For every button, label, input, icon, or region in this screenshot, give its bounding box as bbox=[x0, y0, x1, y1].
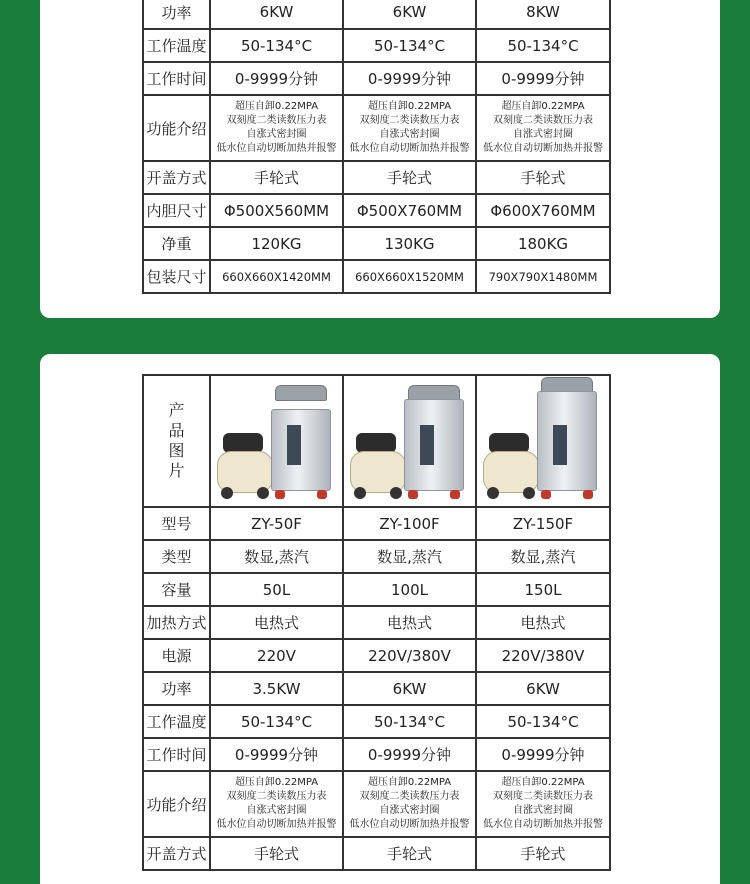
table-row bbox=[143, 705, 610, 738]
row-label: 工作时间 bbox=[143, 62, 210, 95]
table-cell: 0-9999分钟 bbox=[476, 738, 610, 771]
table-row bbox=[143, 672, 610, 705]
table-cell: 电热式 bbox=[343, 606, 476, 639]
table-row bbox=[143, 507, 610, 540]
row-label: 电源 bbox=[143, 639, 210, 672]
table-cell: 50-134°C bbox=[210, 29, 343, 62]
row-label: 工作温度 bbox=[143, 29, 210, 62]
table-cell: 6KW bbox=[210, 0, 343, 29]
wheel-icon bbox=[390, 487, 402, 499]
feature-line: 自涨式密封圈 bbox=[379, 805, 440, 816]
table-cell: ZY-150F bbox=[476, 507, 610, 540]
feature-cell bbox=[476, 771, 610, 837]
table-cell: 手轮式 bbox=[343, 161, 476, 194]
row-label: 工作温度 bbox=[143, 705, 210, 738]
feature-line: 超压自卸0.22MPA bbox=[234, 101, 319, 112]
table-cell: 3.5KW bbox=[210, 672, 343, 705]
feature-line: 低水位自动切断加热并报警 bbox=[483, 819, 603, 830]
table-cell: 6KW bbox=[343, 0, 476, 29]
feature-line: 双刻度二类读数压力表 bbox=[493, 115, 593, 126]
table-cell: 220V bbox=[210, 639, 343, 672]
compressor-motor bbox=[223, 433, 263, 453]
table-cell: 数显,蒸汽 bbox=[476, 540, 610, 573]
wheel-icon bbox=[221, 487, 233, 499]
control-panel bbox=[287, 425, 301, 465]
table-cell: 50-134°C bbox=[476, 29, 610, 62]
wheel-icon bbox=[257, 487, 269, 499]
feature-line: 自涨式密封圈 bbox=[513, 805, 573, 816]
feature-line: 超压自卸0.22MPA bbox=[501, 101, 585, 112]
table-row bbox=[143, 260, 610, 293]
spec-card-top bbox=[40, 0, 720, 318]
table-cell: 手轮式 bbox=[476, 161, 610, 194]
table-cell: 6KW bbox=[476, 672, 610, 705]
table-cell: Φ600X760MM bbox=[476, 194, 610, 227]
feature-line: 双刻度二类读数压力表 bbox=[359, 791, 460, 802]
wheel-icon bbox=[487, 487, 499, 499]
table-cell: 手轮式 bbox=[210, 837, 343, 870]
row-label: 类型 bbox=[143, 540, 210, 573]
table-row bbox=[143, 573, 610, 606]
table-row bbox=[143, 161, 610, 194]
compressor-motor bbox=[489, 433, 529, 453]
row-label: 功率 bbox=[143, 0, 210, 29]
product-image-row bbox=[143, 375, 610, 507]
table-cell: 手轮式 bbox=[210, 161, 343, 194]
table-row bbox=[143, 738, 610, 771]
product-photo bbox=[213, 377, 341, 505]
caster-icon bbox=[541, 490, 551, 499]
table-row bbox=[143, 606, 610, 639]
feature-line: 自涨式密封圈 bbox=[246, 805, 307, 816]
table-cell: 150L bbox=[476, 573, 610, 606]
table-cell: 0-9999分钟 bbox=[476, 62, 610, 95]
feature-cell bbox=[210, 95, 343, 161]
wheel-icon bbox=[354, 487, 366, 499]
table-cell: 180KG bbox=[476, 227, 610, 260]
spec-table-top bbox=[142, 0, 611, 294]
row-label: 内胆尺寸 bbox=[143, 194, 210, 227]
feature-line: 低水位自动切断加热并报警 bbox=[216, 819, 337, 830]
table-cell: Φ500X560MM bbox=[210, 194, 343, 227]
table-cell: 8KW bbox=[476, 0, 610, 29]
product-photo-cell bbox=[476, 375, 610, 507]
label-char: 片 bbox=[168, 461, 185, 480]
row-label: 功能介绍 bbox=[143, 771, 210, 837]
table-row bbox=[143, 62, 610, 95]
table-cell: 50-134°C bbox=[343, 705, 476, 738]
feature-cell bbox=[343, 95, 476, 161]
feature-line: 低水位自动切断加热并报警 bbox=[349, 819, 470, 830]
feature-line: 低水位自动切断加热并报警 bbox=[349, 143, 470, 154]
product-photo bbox=[346, 377, 474, 505]
autoclave-body bbox=[271, 409, 331, 491]
feature-line: 超压自卸0.22MPA bbox=[234, 777, 319, 788]
table-row bbox=[143, 0, 610, 29]
table-cell: 660X660X1420MM bbox=[210, 260, 343, 293]
spec-table-bottom bbox=[142, 374, 611, 871]
table-row bbox=[143, 540, 610, 573]
wheel-icon bbox=[523, 487, 535, 499]
table-cell: 100L bbox=[343, 573, 476, 606]
control-panel bbox=[420, 425, 434, 465]
feature-cell bbox=[210, 771, 343, 837]
table-cell: 130KG bbox=[343, 227, 476, 260]
table-cell: 220V/380V bbox=[476, 639, 610, 672]
table-row bbox=[143, 639, 610, 672]
feature-line: 自涨式密封圈 bbox=[379, 129, 440, 140]
table-cell: 数显,蒸汽 bbox=[343, 540, 476, 573]
caster-icon bbox=[275, 490, 285, 499]
row-label: 包装尺寸 bbox=[143, 260, 210, 293]
autoclave-body bbox=[537, 391, 597, 491]
table-cell: ZY-100F bbox=[343, 507, 476, 540]
table-cell: 0-9999分钟 bbox=[210, 738, 343, 771]
feature-line: 超压自卸0.22MPA bbox=[367, 777, 452, 788]
row-label: 型号 bbox=[143, 507, 210, 540]
row-label: 工作时间 bbox=[143, 738, 210, 771]
row-label: 加热方式 bbox=[143, 606, 210, 639]
table-cell: Φ500X760MM bbox=[343, 194, 476, 227]
feature-line: 超压自卸0.22MPA bbox=[367, 101, 452, 112]
table-cell: 手轮式 bbox=[476, 837, 610, 870]
table-cell: 6KW bbox=[343, 672, 476, 705]
table-cell: 50-134°C bbox=[343, 29, 476, 62]
product-photo-cell bbox=[343, 375, 476, 507]
feature-line: 低水位自动切断加热并报警 bbox=[483, 143, 603, 154]
row-label: 功率 bbox=[143, 672, 210, 705]
table-cell: 790X790X1480MM bbox=[476, 260, 610, 293]
feature-cell bbox=[343, 771, 476, 837]
table-cell: 0-9999分钟 bbox=[210, 62, 343, 95]
table-cell: ZY-50F bbox=[210, 507, 343, 540]
table-row bbox=[143, 227, 610, 260]
caster-icon bbox=[317, 490, 327, 499]
row-label: 开盖方式 bbox=[143, 837, 210, 870]
product-image-label bbox=[143, 375, 210, 507]
label-char: 图 bbox=[168, 441, 185, 460]
spec-card-bottom bbox=[40, 354, 720, 884]
row-label: 开盖方式 bbox=[143, 161, 210, 194]
table-row bbox=[143, 771, 610, 837]
table-row bbox=[143, 194, 610, 227]
product-photo bbox=[479, 377, 607, 505]
autoclave-body bbox=[404, 399, 464, 491]
table-cell: 0-9999分钟 bbox=[343, 738, 476, 771]
row-label: 容量 bbox=[143, 573, 210, 606]
feature-line: 双刻度二类读数压力表 bbox=[226, 115, 327, 126]
table-cell: 50-134°C bbox=[210, 705, 343, 738]
label-char: 品 bbox=[168, 421, 185, 440]
control-panel bbox=[553, 425, 567, 465]
table-cell: 数显,蒸汽 bbox=[210, 540, 343, 573]
table-cell: 电热式 bbox=[476, 606, 610, 639]
table-cell: 0-9999分钟 bbox=[343, 62, 476, 95]
row-label: 净重 bbox=[143, 227, 210, 260]
label-char: 产 bbox=[168, 401, 185, 420]
table-row bbox=[143, 95, 610, 161]
feature-cell bbox=[476, 95, 610, 161]
table-cell: 手轮式 bbox=[343, 837, 476, 870]
table-cell: 660X660X1520MM bbox=[343, 260, 476, 293]
table-cell: 电热式 bbox=[210, 606, 343, 639]
table-cell: 50-134°C bbox=[476, 705, 610, 738]
table-cell: 50L bbox=[210, 573, 343, 606]
caster-icon bbox=[408, 490, 418, 499]
feature-line: 低水位自动切断加热并报警 bbox=[216, 143, 337, 154]
table-cell: 120KG bbox=[210, 227, 343, 260]
compressor-motor bbox=[356, 433, 396, 453]
table-row bbox=[143, 837, 610, 870]
row-label: 功能介绍 bbox=[143, 95, 210, 161]
feature-line: 自涨式密封圈 bbox=[246, 129, 307, 140]
feature-line: 双刻度二类读数压力表 bbox=[359, 115, 460, 126]
feature-line: 超压自卸0.22MPA bbox=[501, 777, 585, 788]
caster-icon bbox=[450, 490, 460, 499]
feature-line: 双刻度二类读数压力表 bbox=[493, 791, 593, 802]
product-photo-cell bbox=[210, 375, 343, 507]
feature-line: 自涨式密封圈 bbox=[513, 129, 573, 140]
autoclave-lid bbox=[275, 385, 327, 401]
caster-icon bbox=[583, 490, 593, 499]
table-cell: 220V/380V bbox=[343, 639, 476, 672]
table-row bbox=[143, 29, 610, 62]
feature-line: 双刻度二类读数压力表 bbox=[226, 791, 327, 802]
